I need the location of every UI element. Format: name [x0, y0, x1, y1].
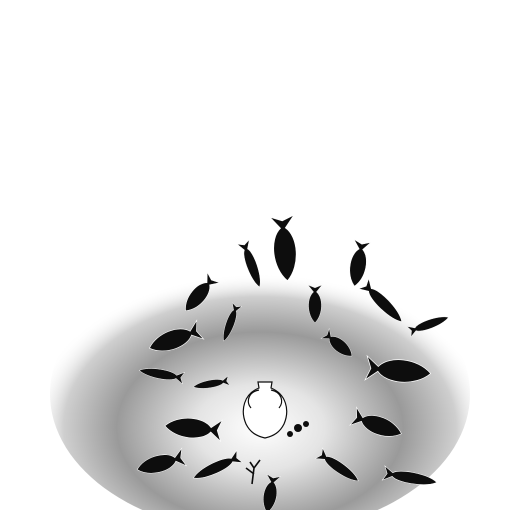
- story-column-left: [40, 28, 249, 30]
- fish-amphora-illustration: [40, 206, 480, 510]
- top-header-line: [0, 0, 510, 8]
